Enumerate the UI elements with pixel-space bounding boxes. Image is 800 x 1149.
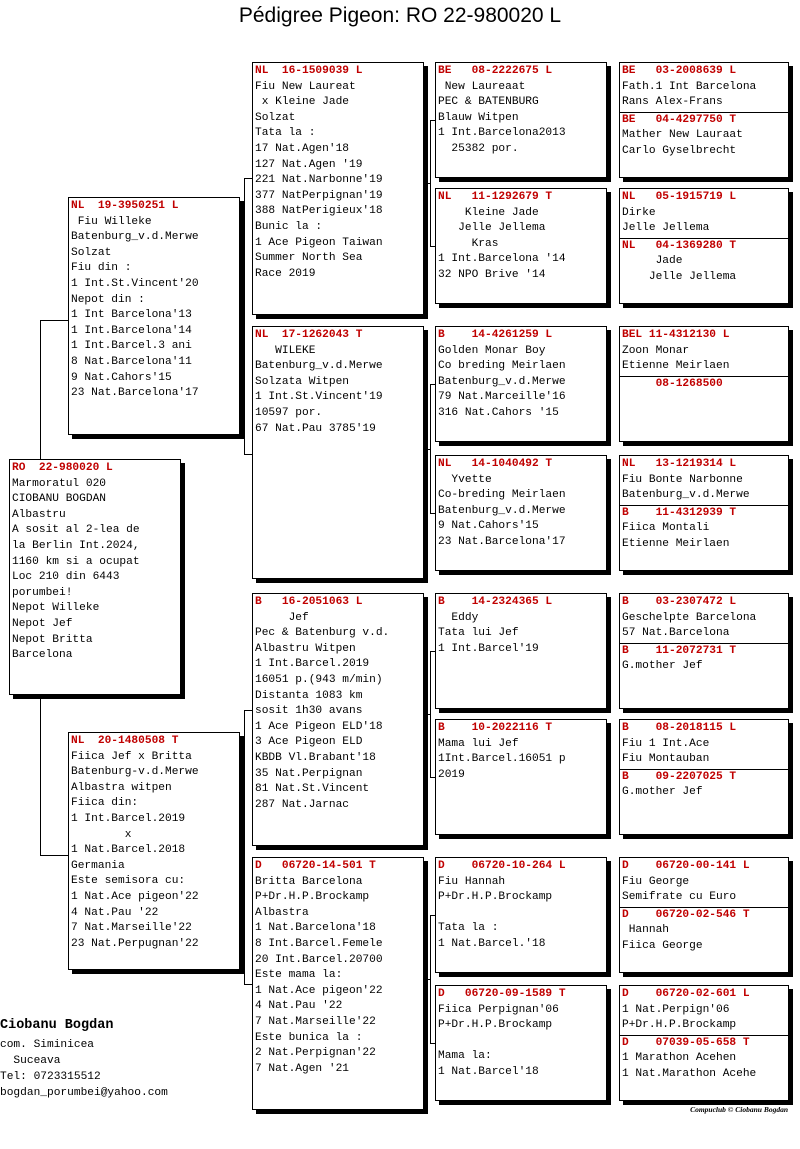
text-line: 35 Nat.Perpignan — [255, 767, 363, 780]
connector-line — [244, 984, 252, 985]
connector-line — [430, 384, 431, 513]
text-line: 9 Nat.Cahors'15 — [438, 520, 539, 533]
text-line: Fath.1 Int Barcelona — [622, 80, 757, 93]
text-line: 9 Nat.Cahors'15 — [71, 371, 172, 384]
gen4-card-pair[interactable] — [619, 326, 789, 442]
ring-number: BE 04-4297750 T — [622, 113, 737, 126]
text-line: 1 Ace Pigeon Taiwan — [255, 236, 383, 249]
text-line: 316 Nat.Cahors '15 — [438, 406, 559, 419]
text-line: Geschelpte Barcelona — [622, 611, 757, 624]
text-line: 3 Ace Pigeon ELD — [255, 736, 363, 749]
text-line: Solzata Witpen — [255, 375, 349, 388]
text-line: 1 Int.Barcel'19 — [438, 642, 539, 655]
ring-number: B 11-2072731 T — [622, 644, 737, 657]
card-details — [621, 128, 787, 159]
card-details — [437, 611, 605, 658]
text-line: 1 Nat.Barcel.'18 — [438, 937, 546, 950]
text-line: Fiu New Laureat — [255, 80, 356, 93]
text-line: Race 2019 — [255, 267, 316, 280]
text-line: Tata la : — [438, 922, 499, 935]
card-details — [70, 215, 238, 402]
connector-line — [244, 710, 252, 711]
text-line: Fiu Hannah — [438, 875, 506, 888]
gen4-card-pair[interactable] — [619, 593, 789, 709]
connector-line — [424, 979, 430, 980]
text-line: x Kleine Jade — [255, 96, 349, 109]
gen4-card-pair[interactable] — [619, 857, 789, 973]
connector-line — [240, 316, 244, 317]
card-details — [254, 80, 422, 283]
text-line: 16051 p.(943 m/min) — [255, 673, 383, 686]
ring-number: D 06720-09-1589 T — [438, 988, 566, 1000]
text-line — [437, 1034, 605, 1050]
text-line: 1 Nat.Perpign'06 — [622, 1003, 730, 1016]
connector-line — [244, 178, 252, 179]
great-grandparent-card[interactable] — [435, 719, 607, 835]
card-details — [621, 1051, 787, 1082]
card-details — [254, 344, 422, 438]
text-line: 23 Nat.Barcelona'17 — [438, 535, 566, 548]
ring-number: D 06720-10-264 L — [438, 860, 566, 872]
text-line: Pec & Batenburg v.d. — [255, 627, 390, 640]
ring-number: NL 11-1292679 T — [438, 191, 553, 203]
text-line: 57 Nat.Barcelona — [622, 627, 730, 640]
text-line: P+Dr.H.P.Brockamp — [438, 891, 553, 904]
connector-line — [40, 320, 41, 460]
page-title: Pédigree Pigeon: RO 22-980020 L — [238, 4, 562, 27]
text-line: 7 Nat.Agen '21 — [255, 1062, 349, 1075]
text-line: Solzat — [71, 246, 112, 259]
ring-number: D 06720-00-141 L — [622, 860, 750, 872]
text-line: Yvette — [438, 473, 492, 486]
text-line: Fiu Montauban — [622, 753, 710, 766]
text-line: Eddy — [438, 611, 479, 624]
text-line: 1 Nat.Barcel'18 — [438, 1065, 539, 1078]
ring-number: 08-1268500 — [622, 377, 723, 390]
card-details — [437, 80, 605, 158]
text-line: 388 NatPerigieux'18 — [255, 205, 383, 218]
text-line: 1 Int.Barcelona'14 — [71, 324, 192, 337]
text-line: Albastru Witpen — [255, 642, 356, 655]
text-line: porumbei! — [12, 586, 73, 599]
great-grandparent-card[interactable] — [435, 985, 607, 1101]
connector-line — [240, 851, 244, 852]
text-line: Este bunica la : — [255, 1031, 363, 1044]
card-details — [437, 875, 605, 953]
text-line: Este mama la: — [255, 969, 343, 982]
connector-line — [424, 183, 430, 184]
ring-number: BE 08-2222675 L — [438, 65, 553, 77]
text-line: Fiica Montali — [622, 522, 710, 535]
text-line: Kras — [438, 237, 499, 250]
great-grandparent-card[interactable] — [435, 857, 607, 973]
text-line: Fiu 1 Int.Ace — [622, 737, 710, 750]
great-grandparent-card[interactable] — [435, 326, 607, 442]
text-line: Etienne Meirlaen — [622, 360, 730, 373]
text-line: 1 Int.Barcelona '14 — [438, 253, 566, 266]
grandparent-card-ss[interactable] — [252, 62, 424, 315]
text-line: Fiu din : — [71, 262, 132, 275]
text-line: G.mother Jef — [622, 660, 703, 673]
text-line: 1 Nat.Ace pigeon'22 — [71, 890, 199, 903]
text-line: CIOBANU BOGDAN — [12, 493, 106, 506]
text-line: Nepot Jef — [12, 617, 73, 630]
text-line: Fiica George — [622, 939, 703, 952]
text-line: Batenburg-v.d.Merwe — [71, 766, 199, 779]
ring-number: D 07039-05-658 T — [622, 1036, 750, 1049]
text-line: Fiu Bonte Narbonne — [622, 473, 743, 486]
text-line: 1 Nat.Barcelona'18 — [255, 922, 376, 935]
text-line: Etienne Meirlaen — [622, 537, 730, 550]
text-line: Mama la: — [438, 1050, 492, 1063]
text-line: KBDB Vl.Brabant'18 — [255, 751, 376, 764]
text-line: P+Dr.H.P.Brockamp — [622, 1019, 737, 1032]
text-line: 23 Nat.Perpugnan'22 — [71, 937, 199, 950]
gen4-card-pair[interactable] — [619, 719, 789, 835]
text-line: Semifrate cu Euro — [622, 891, 737, 904]
card-details — [254, 875, 422, 1078]
card-details — [621, 737, 787, 768]
card-details — [621, 875, 787, 906]
text-line: Nepot Willeke — [12, 602, 100, 615]
text-line: Suceava — [0, 1055, 61, 1067]
text-line: Nepot Britta — [12, 633, 93, 646]
ring-number: D 06720-02-546 T — [622, 908, 750, 921]
card-details — [437, 344, 605, 422]
connector-line — [430, 120, 431, 246]
ring-number: B 10-2022116 T — [438, 722, 553, 734]
text-line: 1 Int.Barcel.2019 — [255, 658, 370, 671]
great-grandparent-card[interactable] — [435, 188, 607, 304]
ring-number: NL 13-1219314 L — [622, 458, 737, 470]
card-details — [621, 659, 787, 675]
great-grandparent-card[interactable] — [435, 593, 607, 709]
text-line: Rans Alex-Frans — [622, 96, 723, 109]
text-line: x — [71, 828, 132, 841]
owner-details — [0, 1037, 168, 1101]
text-line: 377 NatPerpignan'19 — [255, 189, 383, 202]
text-line: 7 Nat.Marseille'22 — [71, 922, 192, 935]
card-details — [621, 254, 787, 285]
text-line: Mather New Lauraat — [622, 129, 743, 142]
text-line: 1 Int Barcelona'13 — [71, 309, 192, 322]
text-line: 1 Nat.Barcel.2018 — [71, 844, 186, 857]
text-line: PEC & BATENBURG — [438, 96, 539, 109]
text-line: Blauw Witpen — [438, 111, 519, 124]
text-line: 10597 por. — [255, 406, 323, 419]
subject-card[interactable] — [9, 459, 181, 695]
text-line: Albastru — [12, 508, 66, 521]
text-line: Jelle Jellema — [622, 222, 710, 235]
card-details — [437, 473, 605, 551]
gen4-card-pair[interactable] — [619, 62, 789, 178]
card-details — [621, 923, 787, 954]
card-details — [70, 750, 238, 953]
text-line: Tel: 0723315512 — [0, 1071, 101, 1083]
text-line: Batenburg_v.d.Merwe — [622, 489, 750, 502]
card-details — [254, 611, 422, 814]
text-line: Tata la : — [255, 127, 316, 140]
text-line: 1160 km si a ocupat — [12, 555, 140, 568]
text-line: 1Int.Barcel.16051 p — [438, 753, 566, 766]
footer-credit: Compuclub © Ciobanu Bogdan — [690, 1105, 788, 1114]
ring-number: NL 16-1509039 L — [255, 65, 363, 77]
ring-number: NL 19-3950251 L — [71, 200, 179, 212]
connector-line — [40, 855, 68, 856]
text-line: A sosit al 2-lea de — [12, 524, 140, 537]
text-line: 81 Nat.St.Vincent — [255, 783, 370, 796]
card-details — [621, 785, 787, 801]
ring-number: B 08-2018115 L — [622, 722, 737, 734]
ring-number: NL 17-1262043 T — [255, 329, 363, 341]
text-line: 221 Nat.Narbonne'19 — [255, 174, 383, 187]
text-line: 8 Nat.Barcelona'11 — [71, 355, 192, 368]
gen4-card-pair[interactable] — [619, 188, 789, 304]
text-line: la Berlin Int.2024, — [12, 539, 140, 552]
grandparent-card-ds[interactable] — [252, 593, 424, 846]
connector-line — [424, 714, 430, 715]
gen4-card-pair[interactable] — [619, 985, 789, 1101]
dam-card[interactable] — [68, 732, 240, 970]
ring-number: RO 22-980020 L — [12, 462, 113, 474]
text-line: Tata lui Jef — [438, 627, 519, 640]
connector-line — [40, 695, 41, 855]
text-line: 20 Int.Barcel.20700 — [255, 953, 383, 966]
great-grandparent-card[interactable] — [435, 62, 607, 178]
text-line: 79 Nat.Marceille'16 — [438, 391, 566, 404]
text-line: Fiica Perpignan'06 — [438, 1003, 559, 1016]
card-details — [437, 737, 605, 784]
ring-number: BEL 11-4312130 L — [622, 329, 730, 341]
card-details — [11, 477, 179, 664]
text-line: 1 Int.St.Vincent'20 — [71, 277, 199, 290]
text-line: 32 NPO Brive '14 — [438, 268, 546, 281]
text-line: sosit 1h30 avans — [255, 705, 363, 718]
card-details — [621, 392, 787, 408]
text-line: Jelle Jellema — [438, 222, 546, 235]
text-line: Distanta 1083 km — [255, 689, 363, 702]
text-line: 67 Nat.Pau 3785'19 — [255, 422, 376, 435]
text-line: Albastra — [255, 906, 309, 919]
ring-number: B 14-4261259 L — [438, 329, 553, 341]
text-line: 25382 por. — [438, 142, 519, 155]
text-line: Barcelona — [12, 649, 73, 662]
owner-name: Ciobanu Bogdan — [0, 1018, 114, 1033]
text-line — [621, 392, 787, 408]
text-line: 1 Nat.Ace pigeon'22 — [255, 984, 383, 997]
ring-number: D 06720-14-501 T — [255, 860, 376, 872]
text-line: Britta Barcelona — [255, 875, 363, 888]
ring-number: BE 03-2008639 L — [622, 65, 737, 77]
text-line: Albastra witpen — [71, 781, 172, 794]
text-line: 17 Nat.Agen'18 — [255, 142, 349, 155]
sire-card[interactable] — [68, 197, 240, 435]
text-line: 2 Nat.Perpignan'22 — [255, 1047, 376, 1060]
text-line: 1 Nat.Marathon Acehe — [622, 1067, 757, 1080]
text-line: 8 Int.Barcel.Femele — [255, 937, 383, 950]
text-line: 127 Nat.Agen '19 — [255, 158, 363, 171]
text-line: Batenburg_v.d.Merwe — [255, 360, 383, 373]
ring-number: B 16-2051063 L — [255, 596, 363, 608]
text-line: Bunic la : — [255, 220, 323, 233]
text-line: 4 Nat.Pau '22 — [71, 906, 159, 919]
connector-line — [424, 449, 430, 450]
ring-number: B 09-2207025 T — [622, 770, 737, 783]
ring-number: NL 04-1369280 T — [622, 239, 737, 252]
text-line: Batenburg_v.d.Merwe — [71, 231, 199, 244]
text-line: P+Dr.H.P.Brockamp — [255, 891, 370, 904]
text-line: 1 Int.Barcel.2019 — [71, 812, 186, 825]
text-line: Fiica din: — [71, 797, 139, 810]
text-line: Mama lui Jef — [438, 737, 519, 750]
card-details — [437, 1003, 605, 1081]
gen4-card-pair[interactable] — [619, 455, 789, 571]
ring-number: NL 14-1040492 T — [438, 458, 553, 470]
text-line: 4 Nat.Pau '22 — [255, 1000, 343, 1013]
text-line: Dirke — [622, 206, 656, 219]
ring-number: NL 05-1915719 L — [622, 191, 737, 203]
ring-number: D 06720-02-601 L — [622, 988, 750, 1000]
card-details — [621, 1003, 787, 1034]
text-line: Hannah — [622, 924, 669, 937]
text-line: Batenburg_v.d.Merwe — [438, 375, 566, 388]
card-details — [621, 611, 787, 642]
text-line: P+Dr.H.P.Brockamp — [438, 1019, 553, 1032]
card-details — [437, 206, 605, 284]
text-line: Summer North Sea — [255, 252, 363, 265]
card-details — [621, 521, 787, 552]
text-line: Jelle Jellema — [622, 270, 737, 283]
text-line: Fiu Willeke — [71, 215, 152, 228]
text-line: Fiu George — [622, 875, 690, 888]
text-line: Zoon Monar — [622, 344, 690, 357]
text-line: Germania — [71, 859, 125, 872]
text-line: 1 Int.Barcel.3 ani — [71, 340, 192, 353]
text-line: Nepot din : — [71, 293, 145, 306]
great-grandparent-card[interactable] — [435, 455, 607, 571]
text-line: Loc 210 din 6443 — [12, 571, 120, 584]
text-line: Jef — [255, 611, 309, 624]
text-line: Fiica Jef x Britta — [71, 750, 192, 763]
connector-line — [430, 915, 431, 1043]
text-line — [437, 906, 605, 922]
text-line: 287 Nat.Jarnac — [255, 798, 349, 811]
connector-line — [430, 651, 431, 777]
ring-number: NL 20-1480508 T — [71, 735, 179, 747]
text-line: bogdan_porumbei@yahoo.com — [0, 1087, 168, 1099]
text-line: WILEKE — [255, 344, 316, 357]
text-line: 7 Nat.Marseille'22 — [255, 1015, 376, 1028]
text-line: G.mother Jef — [622, 786, 703, 799]
text-line: 1 Int.St.Vincent'19 — [255, 391, 383, 404]
text-line: Co breding Meirlaen — [438, 360, 566, 373]
connector-line — [244, 710, 245, 984]
text-line: Solzat — [255, 111, 296, 124]
grandparent-card-dd[interactable] — [252, 857, 424, 1110]
ring-number: B 03-2307472 L — [622, 596, 737, 608]
text-line: com. Siminicea — [0, 1039, 94, 1051]
text-line: Marmoratul 020 — [12, 477, 106, 490]
connector-line — [244, 178, 245, 454]
text-line: 1 Ace Pigeon ELD'18 — [255, 720, 383, 733]
text-line: Este semisora cu: — [71, 875, 186, 888]
text-line: 1 Int.Barcelona2013 — [438, 127, 566, 140]
connector-line — [40, 320, 68, 321]
grandparent-card-sd[interactable] — [252, 326, 424, 579]
ring-number: B 14-2324365 L — [438, 596, 553, 608]
text-line: 23 Nat.Barcelona'17 — [71, 387, 199, 400]
connector-line — [244, 454, 252, 455]
text-line: Carlo Gyselbrecht — [622, 144, 737, 157]
text-line: 1 Marathon Acehen — [622, 1052, 737, 1065]
text-line: Jade — [622, 255, 683, 268]
card-details — [621, 206, 787, 237]
text-line: Batenburg_v.d.Merwe — [438, 504, 566, 517]
text-line: Golden Monar Boy — [438, 344, 546, 357]
card-details — [621, 344, 787, 375]
text-line: 2019 — [438, 768, 465, 781]
text-line: Co-breding Meirlaen — [438, 489, 566, 502]
ring-number: B 11-4312939 T — [622, 506, 737, 519]
owner-contact — [0, 1015, 168, 1101]
card-details — [621, 80, 787, 111]
card-details — [621, 473, 787, 504]
text-line: New Laureaat — [438, 80, 526, 93]
text-line: Kleine Jade — [438, 206, 539, 219]
